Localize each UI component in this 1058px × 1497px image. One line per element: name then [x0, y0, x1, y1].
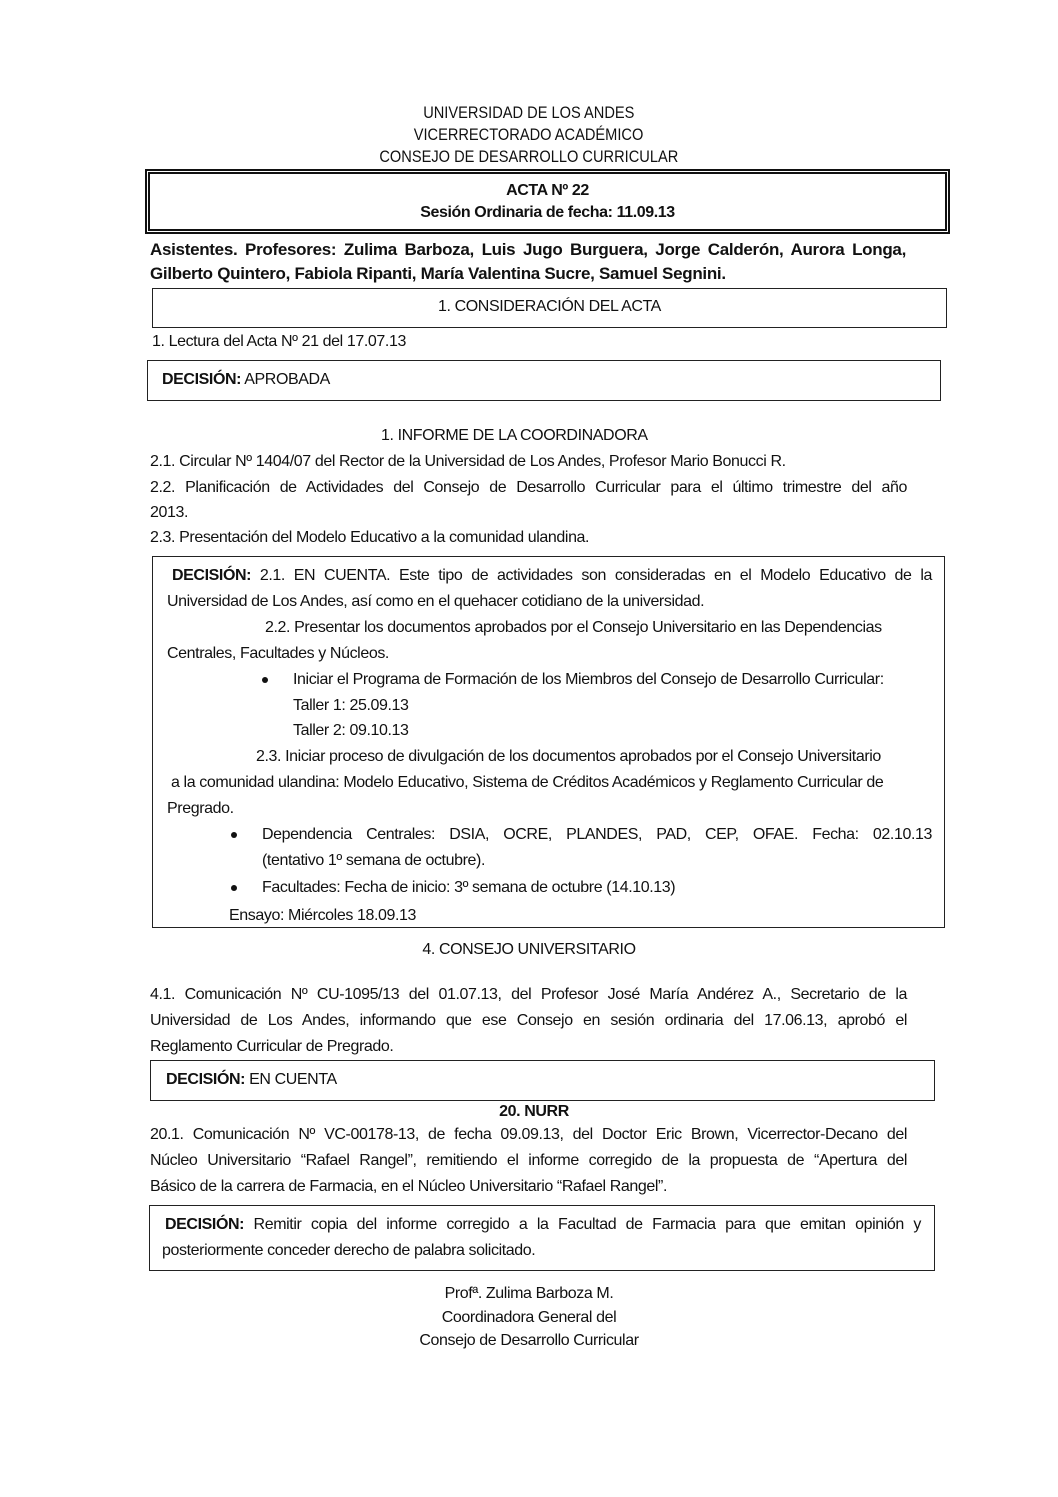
section-4-title: 4. CONSEJO UNIVERSITARIO	[422, 941, 636, 958]
section-20-paragraph-line-1: 20.1. Comunicación Nº VC-00178-13, de fecha 09.09.13, del Doctor Eric Brown, Vicerrector-Decano del	[150, 1126, 907, 1143]
section-20-paragraph-line-3: Básico de la carrera de Farmacia, en el Núcleo Universitario “Rafael Rangel”.	[150, 1178, 667, 1195]
decision-label: DECISIÓN:	[165, 1216, 245, 1233]
signature-title: Coordinadora General del	[441, 1309, 617, 1326]
section-4-paragraph-line-2: Universidad de Los Andes, informando que ese Consejo en sesión ordinaria del 17.06.13, aprobó el	[150, 1012, 907, 1029]
decision-label: DECISIÓN:	[172, 567, 252, 584]
section-2-decision-taller-1: Taller 1: 25.09.13	[293, 697, 409, 714]
section-2-decision-line-1	[172, 567, 932, 585]
signature-name: Profª. Zulima Barboza M.	[444, 1285, 614, 1302]
acta-number: ACTA Nº 22	[506, 182, 589, 199]
section-2-item-1: 2.1. Circular Nº 1404/07 del Rector de la Universidad de Los Andes, Profesor Mario Bonucci R.	[150, 453, 786, 470]
section-4-decision	[166, 1071, 337, 1089]
section-1-decision	[162, 371, 330, 389]
section-2-decision-box	[152, 556, 945, 928]
section-20-decision-box	[149, 1205, 935, 1271]
section-2-decision-line-5: 2.3. Iniciar proceso de divulgación de los documentos aprobados por el Consejo Universitario	[256, 748, 881, 765]
decision-text: APROBADA	[241, 371, 330, 388]
section-2-decision-bullet-2a: Dependencia Centrales: DSIA, OCRE, PLANDES, PAD, CEP, OFAE. Fecha: 02.10.13	[262, 826, 932, 843]
header-university	[0, 103, 1058, 123]
section-2-title: 1. INFORME DE LA COORDINADORA	[381, 427, 648, 444]
decision-text: 2.1. EN CUENTA. Este tipo de actividades son consideradas en el Modelo Educativo de la	[251, 567, 932, 584]
section-2-item-2b: 2013.	[150, 504, 189, 521]
section-20-paragraph-line-2: Núcleo Universitario “Rafael Rangel”, remitiendo el informe corregido de la propuesta de “Apertura del	[150, 1152, 907, 1169]
decision-label: DECISIÓN:	[162, 371, 242, 388]
decision-text: EN CUENTA	[245, 1071, 337, 1088]
bullet-icon	[231, 832, 237, 838]
decision-text: Remitir copia del informe corregido a la Facultad de Farmacia para que emitan opinión y	[244, 1216, 921, 1233]
section-2-decision-line-7: Pregrado.	[167, 800, 234, 817]
vicerrectorado-name: VICERRECTORADO ACADÉMICO	[414, 125, 644, 144]
acta-box	[145, 169, 950, 234]
section-1-item: 1. Lectura del Acta Nº 21 del 17.07.13	[152, 333, 406, 350]
attendees-line-2: Gilberto Quintero, Fabiola Ripanti, María Valentina Sucre, Samuel Segnini.	[150, 264, 726, 283]
university-name: UNIVERSIDAD DE LOS ANDES	[423, 103, 635, 122]
acta-session-date: Sesión Ordinaria de fecha: 11.09.13	[420, 204, 675, 221]
section-4-paragraph-line-1: 4.1. Comunicación Nº CU-1095/13 del 01.07.13, del Profesor José María Andérez A., Secretario de la	[150, 986, 907, 1003]
section-20-title: 20. NURR	[499, 1103, 569, 1120]
consejo-name: CONSEJO DE DESARROLLO CURRICULAR	[379, 147, 679, 166]
bullet-icon	[262, 677, 268, 683]
section-2-decision-ensayo: Ensayo: Miércoles 18.09.13	[229, 907, 417, 924]
bullet-icon	[231, 885, 237, 891]
section-2-decision-line-2: Universidad de Los Andes, así como en el quehacer cotidiano de la universidad.	[167, 593, 705, 610]
section-4-paragraph-line-3: Reglamento Curricular de Pregrado.	[150, 1038, 394, 1055]
section-20-decision-line-1	[165, 1216, 921, 1234]
attendees-line-1: Asistentes. Profesores: Zulima Barboza, Luis Jugo Burguera, Jorge Calderón, Aurora Longa,	[150, 240, 906, 259]
section-2-decision-bullet-3: Facultades: Fecha de inicio: 3º semana de octubre (14.10.13)	[262, 879, 676, 896]
section-2-decision-line-6: a la comunidad ulandina: Modelo Educativo, Sistema de Créditos Académicos y Reglamento Curricular de	[171, 774, 884, 791]
section-2-decision-line-3: 2.2. Presentar los documentos aprobados por el Consejo Universitario en las Dependencias	[265, 619, 882, 636]
section-2-item-2a: 2.2. Planificación de Actividades del Consejo de Desarrollo Curricular para el último trimestre del año	[150, 479, 907, 496]
section-2-decision-bullet-1: Iniciar el Programa de Formación de los Miembros del Consejo de Desarrollo Curricular:	[293, 671, 884, 688]
signature-organization: Consejo de Desarrollo Curricular	[419, 1332, 639, 1349]
header-consejo	[0, 147, 1058, 167]
section-2-decision-taller-2: Taller 2: 09.10.13	[293, 722, 409, 739]
section-1-title: 1. CONSIDERACIÓN DEL ACTA	[438, 298, 661, 315]
section-2-decision-line-4: Centrales, Facultades y Núcleos.	[167, 645, 389, 662]
decision-label: DECISIÓN:	[166, 1071, 246, 1088]
header-vicerrectorado	[0, 125, 1058, 145]
section-2-decision-bullet-2b: (tentativo 1º semana de octubre).	[262, 852, 485, 869]
section-2-item-3: 2.3. Presentación del Modelo Educativo a la comunidad ulandina.	[150, 529, 590, 546]
section-20-decision-line-2: posteriormente conceder derecho de palabra solicitado.	[162, 1242, 536, 1259]
